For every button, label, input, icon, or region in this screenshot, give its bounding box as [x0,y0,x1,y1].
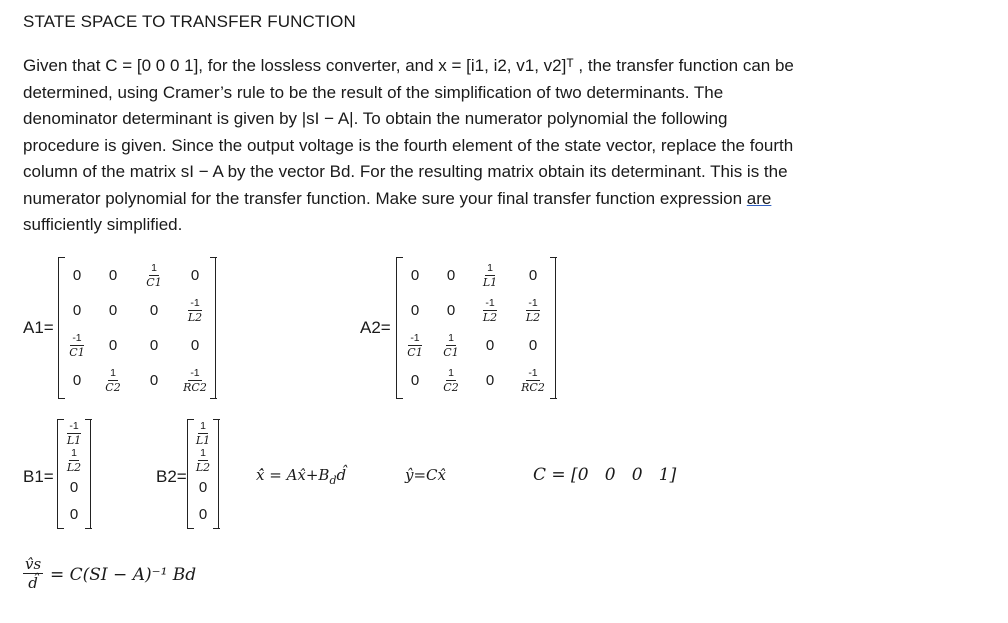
matrix-cell [58,447,90,474]
fraction-numerator: 1 [151,262,157,275]
matrix-cell: 0 [72,372,82,389]
fraction-denominator: L2 [66,460,82,474]
fraction-denominator: C1 [443,345,459,359]
matrix-cell: 0 [410,302,420,319]
fraction [443,368,458,393]
c-vector: C = [0 0 0 1] [533,465,677,485]
fraction-denominator: C1 [69,345,85,359]
transfer-denominator: d̂ [28,574,38,592]
matrix-a1-grid [59,258,213,398]
matrix-cell [397,328,433,363]
fraction-denominator: C2 [105,380,121,394]
fraction-denominator: C1 [146,275,162,289]
matrix-cell: 0 [198,506,208,523]
fraction [67,448,81,473]
matrix-cell: 0 [410,372,420,389]
paragraph-line: procedure is given. Since the output voltage is the fourth element of the state vector, replace the fourth [23,135,794,155]
matrix-cell: 0 [190,337,200,354]
matrix-cell: 0 [485,337,495,354]
matrix-cell: 0 [149,302,159,319]
matrix-cell: 0 [446,302,456,319]
fraction-numerator: 1 [487,262,493,275]
matrix-cell [177,363,213,398]
matrix-cell: 0 [69,506,79,523]
matrix-b2-label: B2= [156,467,187,486]
fraction-denominator: RC2 [183,380,207,394]
matrix-cell: 0 [410,267,420,284]
fraction [196,448,210,473]
paragraph-line: Given that C = [0 0 0 1], for the lossless converter, and x = [i1, i2, v1, v2]ᵀ , the transfer function can be [23,56,794,75]
fraction-numerator: -1 [528,297,538,310]
fraction-numerator: 1 [200,447,206,460]
fraction-denominator: L2 [187,310,203,324]
fraction [188,298,202,323]
fraction-numerator: -1 [528,367,538,380]
matrix-cell [469,293,511,328]
paragraph-line: column of the matrix sI − A by the vector Bd. For the resulting matrix obtain its determinant. This is the [23,162,788,181]
fraction-denominator: L2 [195,460,211,474]
fraction-numerator: -1 [190,297,200,310]
fraction-denominator: L2 [482,310,498,324]
matrix-cell: 0 [149,372,159,389]
fraction-numerator: -1 [410,332,420,345]
matrix-cell [177,293,213,328]
fraction-numerator: 1 [448,332,454,345]
fraction-denominator: L1 [66,433,82,447]
output-equation: ŷ=Cx̂ [405,466,446,484]
matrix-a1-label: A1= [23,318,54,337]
matrix-cell [59,328,95,363]
matrix-cell: 0 [528,267,538,284]
matrix-cell: 0 [485,372,495,389]
matrix-cell [131,258,177,293]
fraction [196,421,210,446]
description-paragraph [23,53,893,239]
matrix-b1-grid [58,420,90,528]
paragraph-line-text: numerator polynomial for the transfer function. Make sure your final transfer function expression [23,188,747,208]
matrix-b1-label: B1= [23,467,54,486]
fraction-numerator: -1 [485,297,495,310]
fraction [407,333,422,358]
matrix-cell: 0 [108,337,118,354]
fraction-denominator: C1 [407,345,423,359]
fraction-numerator: -1 [190,367,200,380]
fraction-numerator: 1 [110,367,116,380]
fraction-numerator: -1 [72,332,82,345]
matrix-cell: 0 [72,302,82,319]
matrix-b1 [57,420,91,528]
fraction [526,298,540,323]
matrix-a2-grid [397,258,555,398]
fraction [67,421,81,446]
fraction-numerator: 1 [200,420,206,433]
paragraph-line: denominator determinant is given by |sI − A|. To obtain the numerator polynomial the following [23,109,728,128]
matrix-cell: 0 [108,267,118,284]
matrix-cell [95,363,131,398]
fraction-denominator: C2 [443,380,459,394]
fraction [521,368,545,393]
transfer-numerator: v̂s [25,555,42,573]
fraction [443,333,458,358]
matrix-cell: 0 [198,479,208,496]
matrix-b2 [187,420,219,528]
fraction-numerator: 1 [448,367,454,380]
matrix-b2-grid [188,420,218,528]
paragraph-line-with-underline [23,186,893,213]
matrix-cell [511,363,555,398]
state-equation-main: x̂̇ = Ax̂+B [256,466,330,484]
fraction-numerator: -1 [69,420,79,433]
matrix-cell [511,293,555,328]
underlined-word: are [746,188,772,208]
paragraph-line: sufficiently simplified. [23,215,183,234]
fraction [69,333,84,358]
matrix-cell: 0 [528,337,538,354]
page-title: STATE SPACE TO TRANSFER FUNCTION [23,12,356,31]
matrix-cell [58,420,90,447]
paragraph-line: determined, using Cramer’s rule to be the result of the simplification of two determinants. The [23,82,724,102]
transfer-expression: = C(SI − A)⁻¹ Bd [50,565,197,585]
fraction-numerator: 1 [71,447,77,460]
matrix-cell: 0 [149,337,159,354]
matrix-a1 [58,258,216,398]
matrix-cell: 0 [446,267,456,284]
transfer-fraction [23,555,43,592]
matrix-cell [469,258,511,293]
matrix-cell: 0 [108,302,118,319]
fraction [183,368,207,393]
matrix-cell [433,328,469,363]
matrix-cell: 0 [69,479,79,496]
fraction-denominator: RC2 [521,380,545,394]
state-equation-tail: d̂ [336,466,347,484]
fraction [105,368,120,393]
fraction [483,263,497,288]
matrix-cell [188,447,218,474]
state-equation [256,466,346,487]
matrix-a2-label: A2= [360,318,391,337]
fraction-denominator: L2 [525,310,541,324]
matrix-a2 [396,258,556,398]
fraction-denominator: L1 [482,275,498,289]
state-equation-subscript: d [329,474,337,487]
fraction [146,263,161,288]
fraction [483,298,497,323]
matrix-cell: 0 [190,267,200,284]
matrix-cell [433,363,469,398]
matrix-cell [188,420,218,447]
fraction-denominator: L1 [195,433,211,447]
matrix-cell: 0 [72,267,82,284]
